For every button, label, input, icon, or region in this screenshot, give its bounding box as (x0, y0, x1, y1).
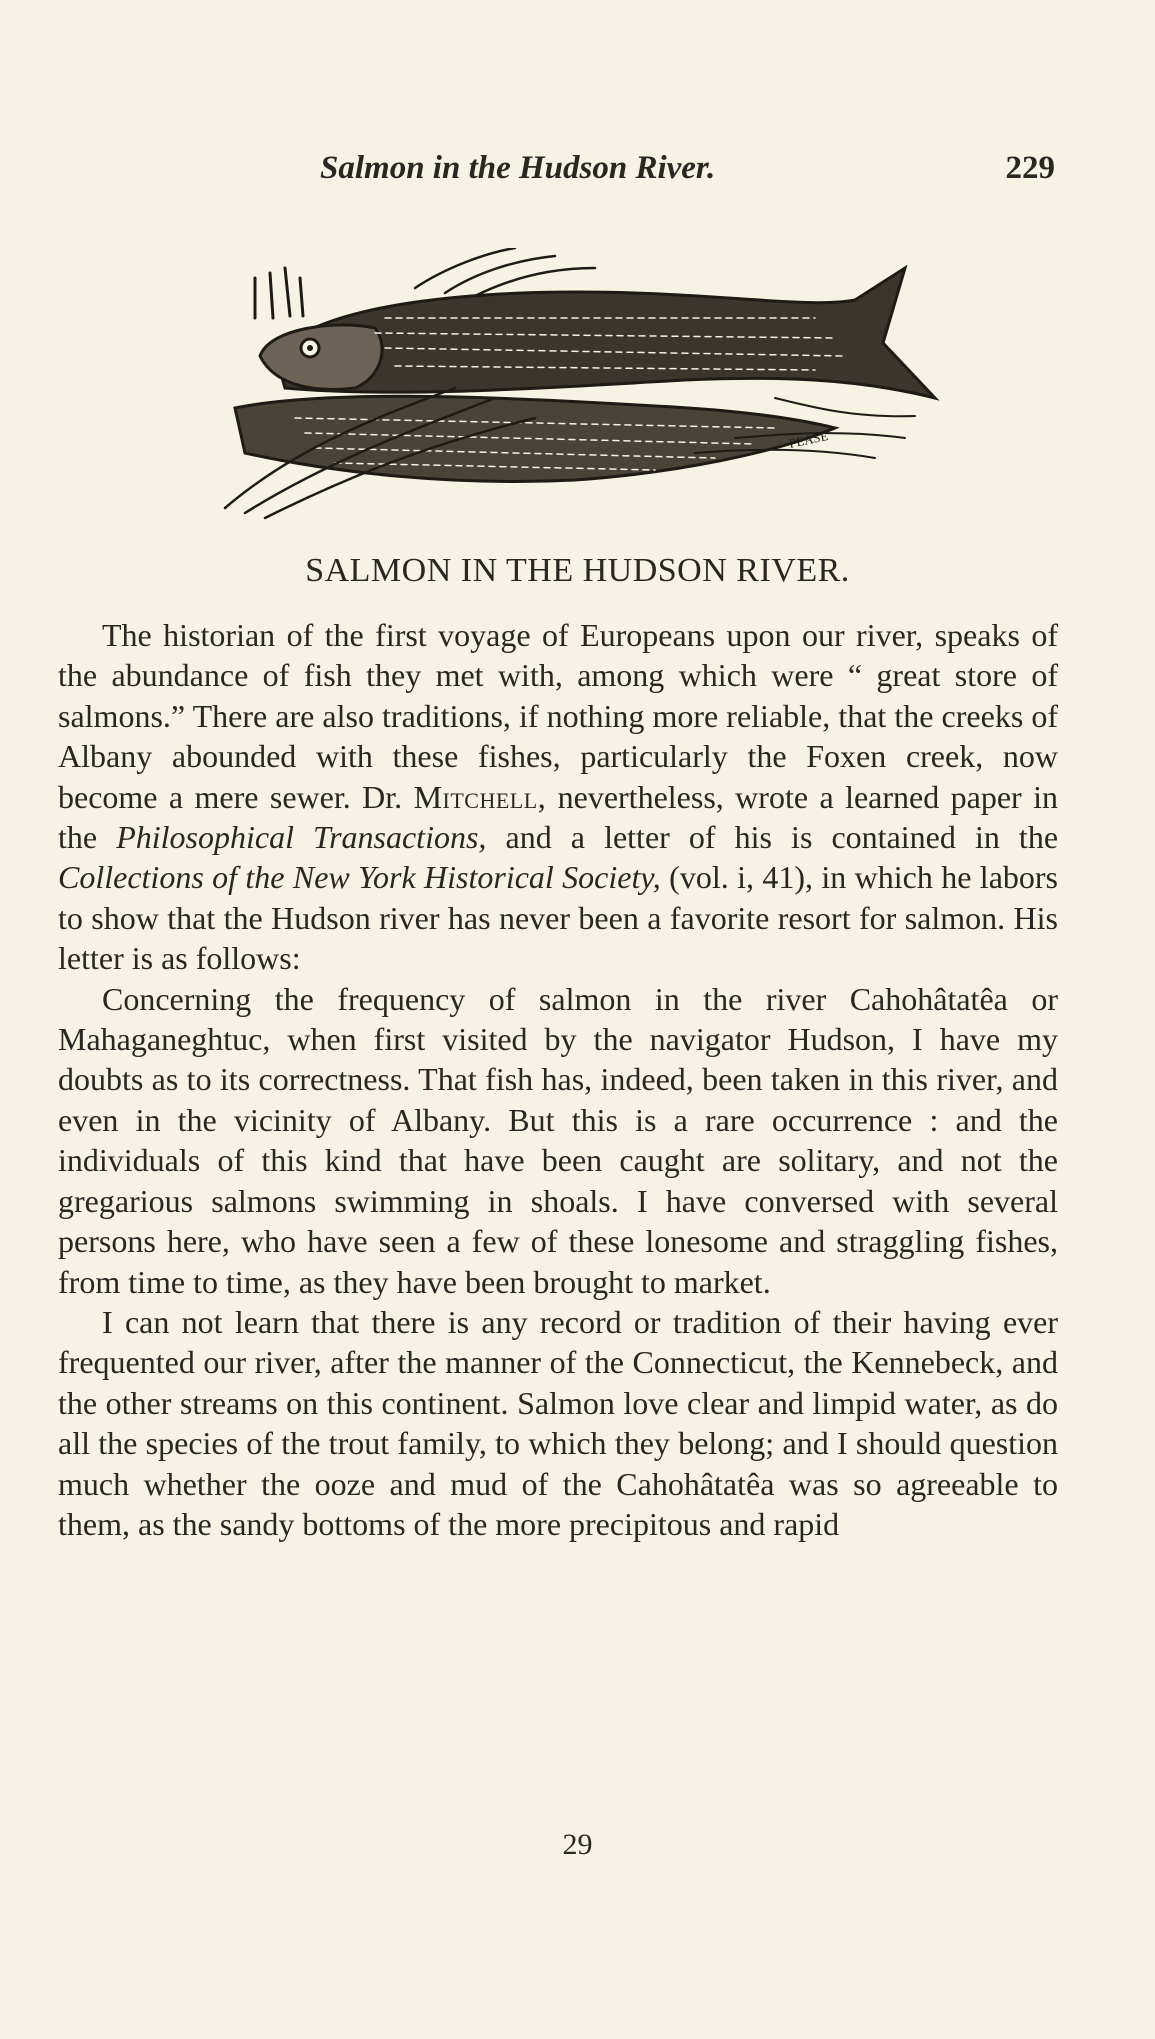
body-text (58, 615, 1058, 1544)
collection-title: Collections of the New York Historical Society, (58, 859, 661, 896)
paragraph-3: I can not learn that there is any record or tradition of their having ever frequented our river, after the manner of the Connecticut, the Kennebeck, and the other streams on this continent. Salmon love clear and limpid water, as do all the species of the trout family, to which they belong; and I should question much whether the ooze and mud of the Cahohâtatêa was so agreeable to them, as the sandy bottoms of the more precipitous and rapid (58, 1303, 1058, 1542)
page-number: 229 (1005, 150, 1055, 186)
paragraph-2: Concerning the frequency of salmon in the river Cahohâtatêa or Mahaganeghtuc, when first visited by the navigator Hudson, I have my doubts as to its correctness. That fish has, indeed, been taken in this river, and even in the vicinity of Albany. But this is a rare occurrence : and the individuals of this kind that have been caught are solitary, and not the gregarious salmons swimming in shoals. I have conversed with several persons here, who have seen a few of these lonesome and straggling fishes, from time to time, as they have been brought to market. (58, 980, 1058, 1300)
salmon-woodcut-icon (215, 248, 955, 523)
paragraph-1-text-b: nevertheless, wrote a learned paper in the (58, 778, 1059, 856)
article-heading: SALMON IN THE HUDSON RIVER. (305, 552, 850, 589)
engraver-signature: PEASE (787, 428, 830, 451)
paragraph-1-text-a: The historian of the first voyage of Europeans upon our river, speaks of the abundance of fish they met with, among which were “ great store of salmons.” There are also traditions, if nothing more reliable, that the creeks of Albany abounded with these fishes, particularly the Foxen creek, now become a mere sewer. Dr. (58, 617, 1058, 815)
paragraph-1-text-d: (vol. i, 41), in which he labors to show that the Hudson river has never been a favorite resort for salmon. His letter is as follows: (58, 859, 1059, 977)
signature-mark: 29 (562, 1828, 593, 1861)
running-head (0, 150, 1155, 200)
journal-title: Philosophical Transactions, (116, 819, 487, 856)
paragraph-1 (58, 615, 1058, 979)
running-head-title: Salmon in the Hudson River. (320, 150, 716, 186)
author-name: Mitchell, (413, 778, 547, 815)
paragraph-1-text-c: and a letter of his is contained in the (486, 819, 1059, 856)
